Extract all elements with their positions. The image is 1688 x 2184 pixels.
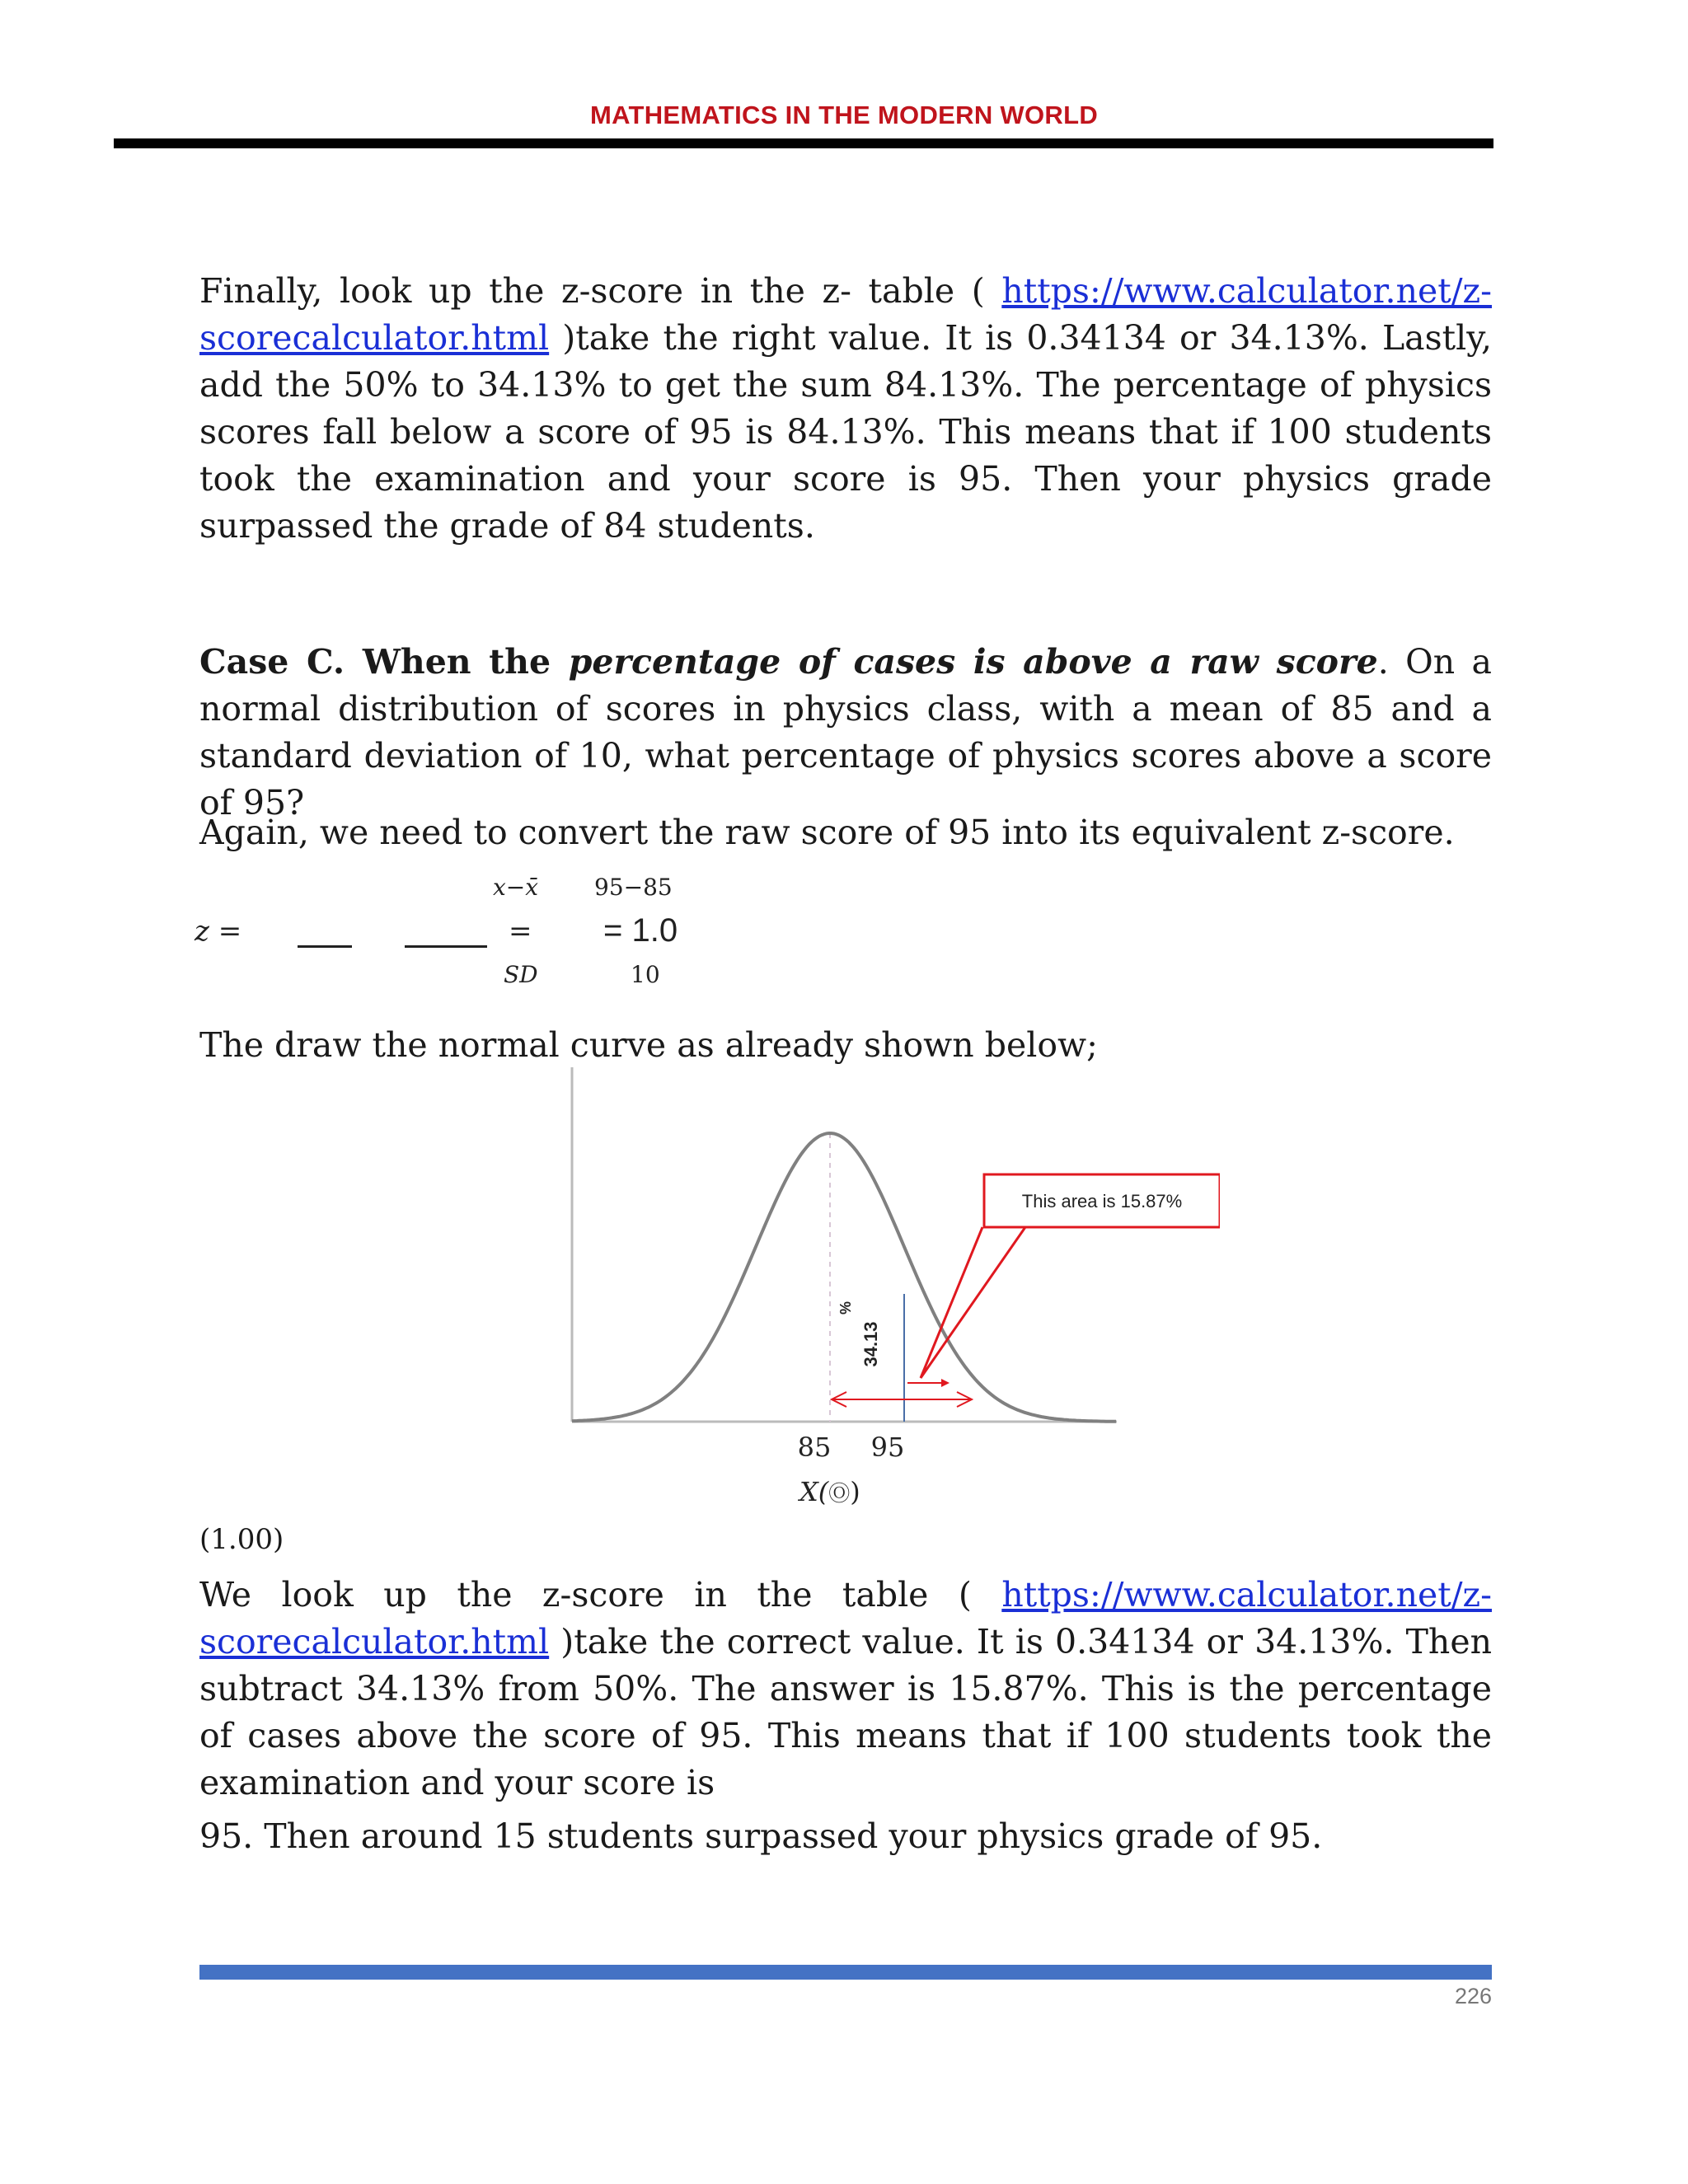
running-header: MATHEMATICS IN THE MODERN WORLD: [589, 101, 1099, 129]
p2-text-a: We look up the z-score in the table (: [199, 1575, 1002, 1615]
p1-text-a: Finally, look up the z-score in the z- table (: [199, 271, 1002, 311]
draw-instruction: The draw the normal curve as already shown below;: [199, 1025, 1098, 1065]
z-table-link-2[interactable]: https://www.calculator.net/z-scorecalculator.html: [199, 1575, 1492, 1661]
callout-text: This area is 15.87%: [1021, 1191, 1183, 1212]
band-percent-label: 34.13: [860, 1321, 881, 1367]
band-percent-unit: %: [837, 1301, 854, 1315]
p1-text-b: )take the right value. It is 0.34134 or 34.13%. Lastly, add the 50% to 34.13% to get the sum 84.13%. The percentage of physics scores fall below a score of 95 is 84.13%. This means that if 100 students took the examination and your score is 95. Then your physics grade surpassed the grade of 84 students.: [199, 318, 1492, 546]
formula-numerator-1: x−x̄: [493, 874, 539, 901]
tick-label-95: 95: [870, 1432, 905, 1463]
paragraph-final-lookup: [199, 268, 1492, 550]
again-paragraph: Again, we need to convert the raw score of 95 into its equivalent z-score.: [199, 813, 1455, 852]
paragraph-lookup-subtract: [199, 1572, 1492, 1807]
formula-equals: =: [509, 915, 532, 948]
formula-numerator-2: 95−85: [594, 874, 673, 901]
formula-blank-1: [298, 945, 352, 948]
paragraph-conclusion: 95. Then around 15 students surpassed your physics grade of 95.: [199, 1816, 1323, 1856]
p2-text-b: )take the correct value. It is 0.34134 or 34.13%. Then subtract 34.13% from 50%. The answer is 15.87%. This is the percentage of cases above the score of 95. This means that if 100 students took the examination and your score is: [199, 1622, 1492, 1802]
formula-denominator-1: SD: [504, 961, 538, 988]
case-c-label: Case C. When the: [199, 642, 569, 682]
page-number: 226: [1454, 1984, 1492, 2008]
z-table-link[interactable]: https://www.calculator.net/z-scorecalculator.html: [199, 271, 1492, 358]
formula-result: = 1.0: [603, 912, 678, 949]
case-c-text: . On a normal distribution of scores in physics class, with a mean of 85 and a standard deviation of 10, what percentage of physics scores above a score of 95?: [199, 642, 1492, 823]
header-rule: [114, 138, 1493, 148]
x-axis-label: X(Ⓞ): [799, 1476, 860, 1507]
case-c-paragraph: [199, 639, 1492, 827]
tick-label-85: 85: [797, 1432, 832, 1463]
footer-rule: [199, 1965, 1492, 1980]
case-c-emphasis: percentage of cases is above a raw score: [568, 642, 1378, 682]
formula-lhs: z =: [195, 915, 242, 948]
normal-curve-svg: [560, 1067, 1220, 1529]
formula-denominator-2: 10: [631, 961, 660, 988]
callout-pointer: [921, 1227, 1025, 1378]
formula-blank-2: [405, 945, 487, 948]
z-value-label: (1.00): [199, 1523, 284, 1556]
normal-curve-figure: [560, 1067, 1220, 1529]
